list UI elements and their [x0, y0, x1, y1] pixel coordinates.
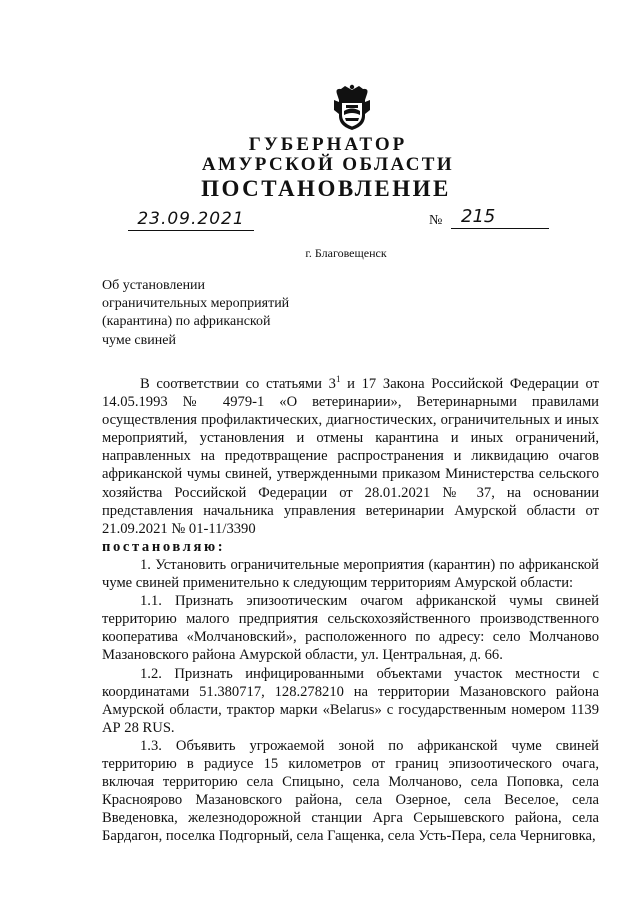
preamble-part-1: В соответствии со статьями 3 — [140, 376, 336, 392]
clause-1: 1. Установить ограничительные мероприятия (карантин) по африканской чуме свиней применительно к следующим территориям Амурской области: — [102, 556, 599, 592]
clause-1-2: 1.2. Признать инфицированными объектами участок местности с координатами 51.380717, 128.278210 на территории Мазановского района Амурской области, трактор марки «Belarus» с государственным номером 1139 АР 28 RUS. — [102, 665, 599, 736]
clause-1-3: 1.3. Объявить угрожаемой зоной по африканской чуме свиней территорию в радиусе 15 километров от границ эпизоотического очага, включая территорию села Спицыно, села Молчаново, села Поповка, села Красноярово Мазановского района, села Озерное, села Веселое, села Введеновка, железнодорожной станции Арга Серышевского района, села Бардагон, поселка Подгорный, села Гащенка, села Усть-Пера, села Черниговка, — [102, 737, 599, 845]
subject-line: чуме свиней — [102, 332, 176, 348]
document-type-title: ПОСТАНОВЛЕНИЕ — [201, 176, 451, 201]
document-date: 23.09.2021 — [128, 208, 254, 231]
city-line: г. Благовещенск — [305, 246, 387, 260]
subject-line: (карантина) по африканской — [102, 314, 271, 330]
number-label: № — [429, 213, 443, 228]
preamble-superscript: 1 — [335, 374, 341, 385]
clause-1-1: 1.1. Признать эпизоотическим очагом африканской чумы свиней территорию малого предприятия сельскохозяйственного производственного кооператива «Молчановский», расположенного по адресу: село Молчаново Мазановского района Амурской области, ул. Центральная, д. 66. — [102, 593, 599, 664]
subject-block — [102, 277, 289, 350]
document-body — [102, 375, 599, 845]
preamble-part-2: и 17 Закона Российской Федерации от 14.05.1993 № 4979-1 «О ветеринарии», Ветеринарными правилами осуществления профилактических, диагностических, ограничительных и иных мероприятий, установления и отмены карантина и иных ограничений, направленных на предотвращение распространения и ликвидацию очагов африканской чумы свиней, утвержденными приказом Министерства сельского хозяйства Российской Федерации от 28.01.2021 № 37, на основании представления начальника управления ветеринарии Амурской области от 21.09.2021 № 01-11/3390 — [102, 376, 599, 537]
document-number: 215 — [451, 206, 549, 229]
governor-heading: ГУБЕРНАТОР — [248, 134, 408, 155]
subject-line: Об установлении — [102, 278, 206, 293]
resolve-word: постановляю: — [102, 538, 226, 555]
coat-of-arms-emblem-icon — [331, 84, 373, 132]
region-heading: АМУРСКОЙ ОБЛАСТИ — [201, 154, 455, 175]
preamble-paragraph — [102, 375, 599, 538]
subject-line: ограничительных мероприятий — [102, 296, 290, 312]
